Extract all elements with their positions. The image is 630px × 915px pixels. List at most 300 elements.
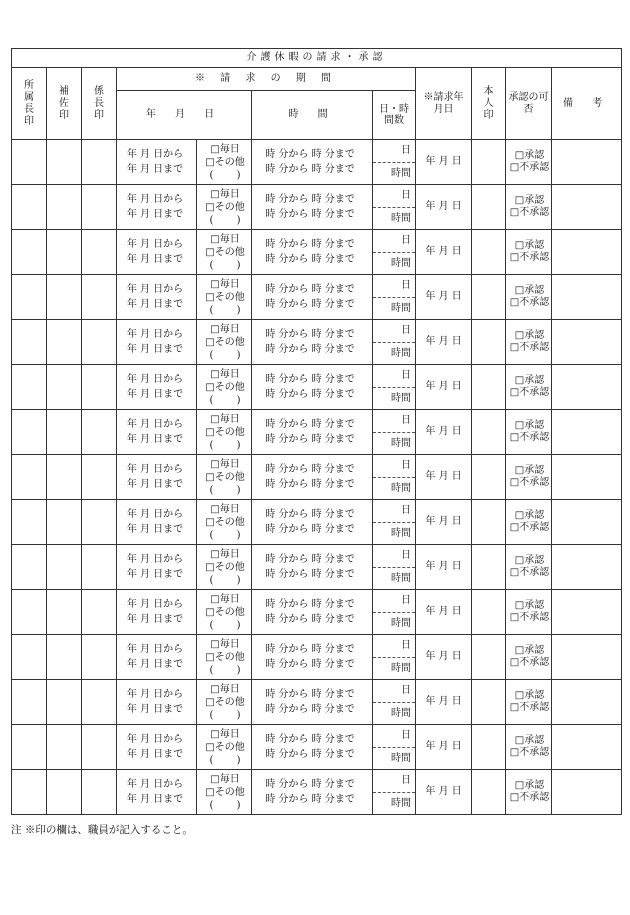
- day-unit: 日: [401, 775, 411, 786]
- time-line-2: 時 分から 時 分まで: [265, 794, 355, 805]
- approval-cell: [506, 455, 552, 500]
- time-line-2: 時 分から 時 分まで: [265, 209, 355, 220]
- remarks-cell[interactable]: [552, 185, 622, 230]
- other-detail-field[interactable]: ( ): [209, 529, 241, 541]
- date-range-cell[interactable]: [117, 410, 197, 455]
- approve-checkbox[interactable]: □承認: [514, 195, 545, 206]
- kakari-seal-cell[interactable]: [82, 185, 117, 230]
- days-hours-cell[interactable]: [373, 725, 416, 770]
- date-to-text: 年 月 日まで: [126, 614, 184, 625]
- date-range-cell[interactable]: [117, 320, 197, 365]
- approval-cell: [506, 725, 552, 770]
- approve-checkbox[interactable]: □承認: [514, 150, 545, 161]
- time-line-1: 時 分から 時 分まで: [265, 689, 355, 700]
- every-day-checkbox[interactable]: □毎日: [210, 233, 240, 245]
- kakari-seal-cell[interactable]: [82, 635, 117, 680]
- day-unit: 日: [401, 415, 411, 426]
- honnin-seal-cell[interactable]: [472, 680, 506, 725]
- other-checkbox[interactable]: □その他: [205, 696, 245, 708]
- approve-checkbox[interactable]: □承認: [514, 375, 545, 386]
- date-range-cell[interactable]: [117, 365, 197, 410]
- other-checkbox[interactable]: □その他: [205, 741, 245, 753]
- reject-checkbox[interactable]: □不承認: [509, 747, 550, 758]
- date-range-cell[interactable]: [117, 230, 197, 275]
- reject-checkbox[interactable]: □不承認: [509, 207, 550, 218]
- days-hours-cell[interactable]: [373, 635, 416, 680]
- hosa-seal-cell[interactable]: [47, 185, 82, 230]
- kakari-seal-cell[interactable]: [82, 275, 117, 320]
- reject-checkbox[interactable]: □不承認: [509, 657, 550, 668]
- date-range-cell[interactable]: [117, 140, 197, 185]
- hour-unit: 時間: [391, 167, 411, 179]
- date-range-cell[interactable]: [117, 185, 197, 230]
- frequency-cell: [197, 455, 252, 500]
- approval-cell: [506, 275, 552, 320]
- reject-checkbox[interactable]: □不承認: [509, 567, 550, 578]
- kakari-seal-cell[interactable]: [82, 590, 117, 635]
- request-date-cell[interactable]: 年 月 日: [416, 185, 472, 230]
- other-checkbox[interactable]: □その他: [205, 426, 245, 438]
- days-hours-cell[interactable]: [373, 770, 416, 815]
- date-from-text: 年 月 日から: [126, 329, 184, 340]
- every-day-checkbox[interactable]: □毎日: [210, 188, 240, 200]
- remarks-cell[interactable]: [552, 545, 622, 590]
- hour-unit: 時間: [391, 752, 411, 764]
- day-unit: 日: [401, 730, 411, 741]
- remarks-cell[interactable]: [552, 410, 622, 455]
- header-days-hours: 日・時間数: [373, 91, 416, 140]
- time-line-1: 時 分から 時 分まで: [265, 194, 355, 205]
- shozoku-seal-cell[interactable]: [12, 365, 47, 410]
- hosa-seal-cell[interactable]: [47, 320, 82, 365]
- kakari-seal-cell[interactable]: [82, 500, 117, 545]
- time-line-1: 時 分から 時 分まで: [265, 734, 355, 745]
- remarks-cell[interactable]: [552, 365, 622, 410]
- hour-unit: 時間: [391, 662, 411, 674]
- frequency-cell: [197, 500, 252, 545]
- approve-checkbox[interactable]: □承認: [514, 330, 545, 341]
- hosa-seal-cell[interactable]: [47, 725, 82, 770]
- other-detail-field[interactable]: ( ): [209, 394, 241, 406]
- reject-checkbox[interactable]: □不承認: [509, 342, 550, 353]
- honnin-seal-cell[interactable]: [472, 410, 506, 455]
- shozoku-seal-cell[interactable]: [12, 500, 47, 545]
- other-checkbox[interactable]: □その他: [205, 606, 245, 618]
- honnin-seal-cell[interactable]: [472, 635, 506, 680]
- other-checkbox[interactable]: □その他: [205, 786, 245, 798]
- other-checkbox[interactable]: □その他: [205, 246, 245, 258]
- date-to-text: 年 月 日まで: [126, 524, 184, 535]
- reject-checkbox[interactable]: □不承認: [509, 792, 550, 803]
- remarks-cell[interactable]: [552, 635, 622, 680]
- date-range-cell[interactable]: [117, 455, 197, 500]
- days-hours-cell[interactable]: [373, 185, 416, 230]
- shozoku-seal-cell[interactable]: [12, 725, 47, 770]
- request-row: [12, 365, 622, 410]
- hosa-seal-cell[interactable]: [47, 545, 82, 590]
- date-range-cell[interactable]: [117, 680, 197, 725]
- time-range-cell[interactable]: [252, 680, 373, 725]
- hosa-seal-cell[interactable]: [47, 365, 82, 410]
- shozoku-seal-cell[interactable]: [12, 185, 47, 230]
- kakari-seal-cell[interactable]: [82, 680, 117, 725]
- hosa-seal-cell[interactable]: [47, 770, 82, 815]
- other-detail-field[interactable]: ( ): [209, 799, 241, 811]
- date-range-cell[interactable]: [117, 275, 197, 320]
- time-range-cell[interactable]: [252, 770, 373, 815]
- approval-cell: [506, 590, 552, 635]
- time-line-2: 時 分から 時 分まで: [265, 254, 355, 265]
- other-checkbox[interactable]: □その他: [205, 156, 245, 168]
- date-range-cell[interactable]: [117, 545, 197, 590]
- honnin-seal-cell[interactable]: [472, 275, 506, 320]
- time-range-cell[interactable]: [252, 320, 373, 365]
- date-from-text: 年 月 日から: [126, 149, 184, 160]
- hour-unit: 時間: [391, 527, 411, 539]
- time-range-cell[interactable]: [252, 725, 373, 770]
- request-date-cell[interactable]: 年 月 日: [416, 140, 472, 185]
- header-time: 時 間: [252, 91, 373, 140]
- hosa-seal-cell[interactable]: [47, 230, 82, 275]
- request-row: [12, 725, 622, 770]
- every-day-checkbox[interactable]: □毎日: [210, 143, 240, 155]
- time-line-1: 時 分から 時 分まで: [265, 779, 355, 790]
- hosa-seal-cell[interactable]: [47, 500, 82, 545]
- remarks-cell[interactable]: [552, 230, 622, 275]
- header-approval: 承認の可否: [506, 68, 552, 140]
- hosa-seal-cell[interactable]: [47, 635, 82, 680]
- approve-checkbox[interactable]: □承認: [514, 600, 545, 611]
- time-line-2: 時 分から 時 分まで: [265, 479, 355, 490]
- reject-checkbox[interactable]: □不承認: [509, 162, 550, 173]
- shozoku-seal-cell[interactable]: [12, 680, 47, 725]
- time-line-1: 時 分から 時 分まで: [265, 644, 355, 655]
- header-kakari-seal: 係長印: [82, 68, 117, 140]
- date-to-text: 年 月 日まで: [126, 569, 184, 580]
- honnin-seal-cell[interactable]: [472, 455, 506, 500]
- shozoku-seal-cell[interactable]: [12, 140, 47, 185]
- date-from-text: 年 月 日から: [126, 734, 184, 745]
- remarks-cell[interactable]: [552, 680, 622, 725]
- shozoku-seal-cell[interactable]: [12, 770, 47, 815]
- every-day-checkbox[interactable]: □毎日: [210, 278, 240, 290]
- honnin-seal-cell[interactable]: [472, 500, 506, 545]
- shozoku-seal-cell[interactable]: [12, 230, 47, 275]
- time-line-2: 時 分から 時 分まで: [265, 299, 355, 310]
- hour-unit: 時間: [391, 707, 411, 719]
- days-hours-cell[interactable]: [373, 275, 416, 320]
- honnin-seal-cell[interactable]: [472, 725, 506, 770]
- days-hours-cell[interactable]: [373, 320, 416, 365]
- form-title: 介護休暇の請求・承認: [12, 49, 622, 68]
- every-day-checkbox[interactable]: □毎日: [210, 593, 240, 605]
- date-range-cell[interactable]: [117, 590, 197, 635]
- date-from-text: 年 月 日から: [126, 464, 184, 475]
- other-detail-field[interactable]: ( ): [209, 574, 241, 586]
- kakari-seal-cell[interactable]: [82, 725, 117, 770]
- other-detail-field[interactable]: ( ): [209, 709, 241, 721]
- honnin-seal-cell[interactable]: [472, 770, 506, 815]
- approval-cell: [506, 230, 552, 275]
- other-checkbox[interactable]: □その他: [205, 336, 245, 348]
- kakari-seal-cell[interactable]: [82, 455, 117, 500]
- reject-checkbox[interactable]: □不承認: [509, 252, 550, 263]
- approve-checkbox[interactable]: □承認: [514, 690, 545, 701]
- days-hours-cell[interactable]: [373, 680, 416, 725]
- day-unit: 日: [401, 505, 411, 516]
- approval-cell: [506, 320, 552, 365]
- request-date-cell[interactable]: 年 月 日: [416, 590, 472, 635]
- frequency-cell: [197, 680, 252, 725]
- other-checkbox[interactable]: □その他: [205, 381, 245, 393]
- date-range-cell[interactable]: [117, 770, 197, 815]
- shozoku-seal-cell[interactable]: [12, 275, 47, 320]
- time-line-1: 時 分から 時 分まで: [265, 509, 355, 520]
- honnin-seal-cell[interactable]: [472, 140, 506, 185]
- hosa-seal-cell[interactable]: [47, 275, 82, 320]
- every-day-checkbox[interactable]: □毎日: [210, 458, 240, 470]
- date-to-text: 年 月 日まで: [126, 344, 184, 355]
- kakari-seal-cell[interactable]: [82, 140, 117, 185]
- honnin-seal-cell[interactable]: [472, 545, 506, 590]
- date-range-cell[interactable]: [117, 635, 197, 680]
- day-unit: 日: [401, 550, 411, 561]
- days-hours-cell[interactable]: [373, 545, 416, 590]
- request-date-cell[interactable]: 年 月 日: [416, 770, 472, 815]
- footnote: 注 ※印の欄は、職員が記入すること。: [11, 824, 193, 836]
- time-range-cell[interactable]: [252, 635, 373, 680]
- time-range-cell[interactable]: [252, 410, 373, 455]
- frequency-cell: [197, 725, 252, 770]
- every-day-checkbox[interactable]: □毎日: [210, 683, 240, 695]
- remarks-cell[interactable]: [552, 275, 622, 320]
- request-row: [12, 410, 622, 455]
- other-checkbox[interactable]: □その他: [205, 291, 245, 303]
- leave-request-sheet: [11, 48, 621, 815]
- reject-checkbox[interactable]: □不承認: [509, 297, 550, 308]
- time-range-cell[interactable]: [252, 500, 373, 545]
- other-checkbox[interactable]: □その他: [205, 516, 245, 528]
- request-date-cell[interactable]: 年 月 日: [416, 365, 472, 410]
- time-line-2: 時 分から 時 分まで: [265, 704, 355, 715]
- day-unit: 日: [401, 370, 411, 381]
- approve-checkbox[interactable]: □承認: [514, 285, 545, 296]
- request-row: [12, 320, 622, 365]
- remarks-cell[interactable]: [552, 590, 622, 635]
- time-range-cell[interactable]: [252, 545, 373, 590]
- honnin-seal-cell[interactable]: [472, 230, 506, 275]
- frequency-cell: [197, 410, 252, 455]
- hosa-seal-cell[interactable]: [47, 140, 82, 185]
- date-from-text: 年 月 日から: [126, 689, 184, 700]
- other-detail-field[interactable]: ( ): [209, 754, 241, 766]
- shozoku-seal-cell[interactable]: [12, 590, 47, 635]
- days-hours-cell[interactable]: [373, 590, 416, 635]
- reject-checkbox[interactable]: □不承認: [509, 522, 550, 533]
- approve-checkbox[interactable]: □承認: [514, 240, 545, 251]
- other-checkbox[interactable]: □その他: [205, 201, 245, 213]
- every-day-checkbox[interactable]: □毎日: [210, 773, 240, 785]
- frequency-cell: [197, 545, 252, 590]
- shozoku-seal-cell[interactable]: [12, 410, 47, 455]
- request-date-cell[interactable]: 年 月 日: [416, 500, 472, 545]
- every-day-checkbox[interactable]: □毎日: [210, 323, 240, 335]
- date-to-text: 年 月 日まで: [126, 704, 184, 715]
- time-line-2: 時 分から 時 分まで: [265, 344, 355, 355]
- hour-unit: 時間: [391, 482, 411, 494]
- request-row: [12, 635, 622, 680]
- request-date-cell[interactable]: 年 月 日: [416, 725, 472, 770]
- shozoku-seal-cell[interactable]: [12, 455, 47, 500]
- remarks-cell[interactable]: [552, 455, 622, 500]
- approval-cell: [506, 770, 552, 815]
- kakari-seal-cell[interactable]: [82, 545, 117, 590]
- other-detail-field[interactable]: ( ): [209, 439, 241, 451]
- time-range-cell[interactable]: [252, 365, 373, 410]
- honnin-seal-cell[interactable]: [472, 365, 506, 410]
- frequency-cell: [197, 320, 252, 365]
- remarks-cell[interactable]: [552, 770, 622, 815]
- time-line-1: 時 分から 時 分まで: [265, 239, 355, 250]
- other-detail-field[interactable]: ( ): [209, 619, 241, 631]
- every-day-checkbox[interactable]: □毎日: [210, 728, 240, 740]
- approval-cell: [506, 680, 552, 725]
- request-row: [12, 680, 622, 725]
- request-date-cell[interactable]: 年 月 日: [416, 320, 472, 365]
- request-date-cell[interactable]: 年 月 日: [416, 275, 472, 320]
- date-from-text: 年 月 日から: [126, 644, 184, 655]
- days-hours-cell[interactable]: [373, 410, 416, 455]
- days-hours-cell[interactable]: [373, 500, 416, 545]
- honnin-seal-cell[interactable]: [472, 185, 506, 230]
- shozoku-seal-cell[interactable]: [12, 545, 47, 590]
- request-row: [12, 140, 622, 185]
- date-range-cell[interactable]: [117, 725, 197, 770]
- hosa-seal-cell[interactable]: [47, 455, 82, 500]
- header-honnin-seal: 本人印: [472, 68, 506, 140]
- reject-checkbox[interactable]: □不承認: [509, 387, 550, 398]
- request-date-cell[interactable]: 年 月 日: [416, 410, 472, 455]
- day-unit: 日: [401, 190, 411, 201]
- approve-checkbox[interactable]: □承認: [514, 555, 545, 566]
- approve-checkbox[interactable]: □承認: [514, 735, 545, 746]
- shozoku-seal-cell[interactable]: [12, 635, 47, 680]
- approve-checkbox[interactable]: □承認: [514, 510, 545, 521]
- every-day-checkbox[interactable]: □毎日: [210, 503, 240, 515]
- time-line-1: 時 分から 時 分まで: [265, 599, 355, 610]
- header-date: 年 月 日: [117, 91, 252, 140]
- other-detail-field[interactable]: ( ): [209, 484, 241, 496]
- days-hours-cell[interactable]: [373, 365, 416, 410]
- remarks-cell[interactable]: [552, 725, 622, 770]
- remarks-cell[interactable]: [552, 500, 622, 545]
- approval-cell: [506, 185, 552, 230]
- other-checkbox[interactable]: □その他: [205, 561, 245, 573]
- every-day-checkbox[interactable]: □毎日: [210, 638, 240, 650]
- leave-request-table: [11, 48, 622, 815]
- kakari-seal-cell[interactable]: [82, 320, 117, 365]
- remarks-cell[interactable]: [552, 320, 622, 365]
- other-detail-field[interactable]: ( ): [209, 214, 241, 226]
- date-from-text: 年 月 日から: [126, 599, 184, 610]
- day-unit: 日: [401, 280, 411, 291]
- other-checkbox[interactable]: □その他: [205, 471, 245, 483]
- days-hours-cell[interactable]: [373, 140, 416, 185]
- time-line-1: 時 分から 時 分まで: [265, 554, 355, 565]
- request-date-cell[interactable]: 年 月 日: [416, 230, 472, 275]
- every-day-checkbox[interactable]: □毎日: [210, 413, 240, 425]
- other-checkbox[interactable]: □その他: [205, 651, 245, 663]
- hosa-seal-cell[interactable]: [47, 410, 82, 455]
- reject-checkbox[interactable]: □不承認: [509, 477, 550, 488]
- request-row: [12, 275, 622, 320]
- day-unit: 日: [401, 460, 411, 471]
- request-date-cell[interactable]: 年 月 日: [416, 545, 472, 590]
- date-range-cell[interactable]: [117, 500, 197, 545]
- day-unit: 日: [401, 685, 411, 696]
- date-from-text: 年 月 日から: [126, 419, 184, 430]
- time-line-2: 時 分から 時 分まで: [265, 524, 355, 535]
- time-range-cell[interactable]: [252, 275, 373, 320]
- days-hours-cell[interactable]: [373, 455, 416, 500]
- other-detail-field[interactable]: ( ): [209, 304, 241, 316]
- approve-checkbox[interactable]: □承認: [514, 420, 545, 431]
- hosa-seal-cell[interactable]: [47, 590, 82, 635]
- time-range-cell[interactable]: [252, 230, 373, 275]
- kakari-seal-cell[interactable]: [82, 365, 117, 410]
- kakari-seal-cell[interactable]: [82, 770, 117, 815]
- approve-checkbox[interactable]: □承認: [514, 645, 545, 656]
- every-day-checkbox[interactable]: □毎日: [210, 368, 240, 380]
- hour-unit: 時間: [391, 797, 411, 809]
- honnin-seal-cell[interactable]: [472, 590, 506, 635]
- days-hours-cell[interactable]: [373, 230, 416, 275]
- kakari-seal-cell[interactable]: [82, 230, 117, 275]
- other-detail-field[interactable]: ( ): [209, 259, 241, 271]
- other-detail-field[interactable]: ( ): [209, 664, 241, 676]
- request-date-cell[interactable]: 年 月 日: [416, 680, 472, 725]
- request-date-cell[interactable]: 年 月 日: [416, 455, 472, 500]
- other-detail-field[interactable]: ( ): [209, 349, 241, 361]
- header-remarks: 備 考: [552, 68, 622, 140]
- request-row: [12, 770, 622, 815]
- time-range-cell[interactable]: [252, 185, 373, 230]
- kakari-seal-cell[interactable]: [82, 410, 117, 455]
- reject-checkbox[interactable]: □不承認: [509, 432, 550, 443]
- time-range-cell[interactable]: [252, 590, 373, 635]
- date-to-text: 年 月 日まで: [126, 389, 184, 400]
- reject-checkbox[interactable]: □不承認: [509, 612, 550, 623]
- date-to-text: 年 月 日まで: [126, 299, 184, 310]
- reject-checkbox[interactable]: □不承認: [509, 702, 550, 713]
- approval-cell: [506, 545, 552, 590]
- time-line-1: 時 分から 時 分まで: [265, 329, 355, 340]
- hosa-seal-cell[interactable]: [47, 680, 82, 725]
- time-range-cell[interactable]: [252, 455, 373, 500]
- approve-checkbox[interactable]: □承認: [514, 780, 545, 791]
- remarks-cell[interactable]: [552, 140, 622, 185]
- shozoku-seal-cell[interactable]: [12, 320, 47, 365]
- date-to-text: 年 月 日まで: [126, 209, 184, 220]
- approve-checkbox[interactable]: □承認: [514, 465, 545, 476]
- honnin-seal-cell[interactable]: [472, 320, 506, 365]
- every-day-checkbox[interactable]: □毎日: [210, 548, 240, 560]
- other-detail-field[interactable]: ( ): [209, 169, 241, 181]
- date-to-text: 年 月 日まで: [126, 254, 184, 265]
- time-line-2: 時 分から 時 分まで: [265, 659, 355, 670]
- time-range-cell[interactable]: [252, 140, 373, 185]
- request-date-cell[interactable]: 年 月 日: [416, 635, 472, 680]
